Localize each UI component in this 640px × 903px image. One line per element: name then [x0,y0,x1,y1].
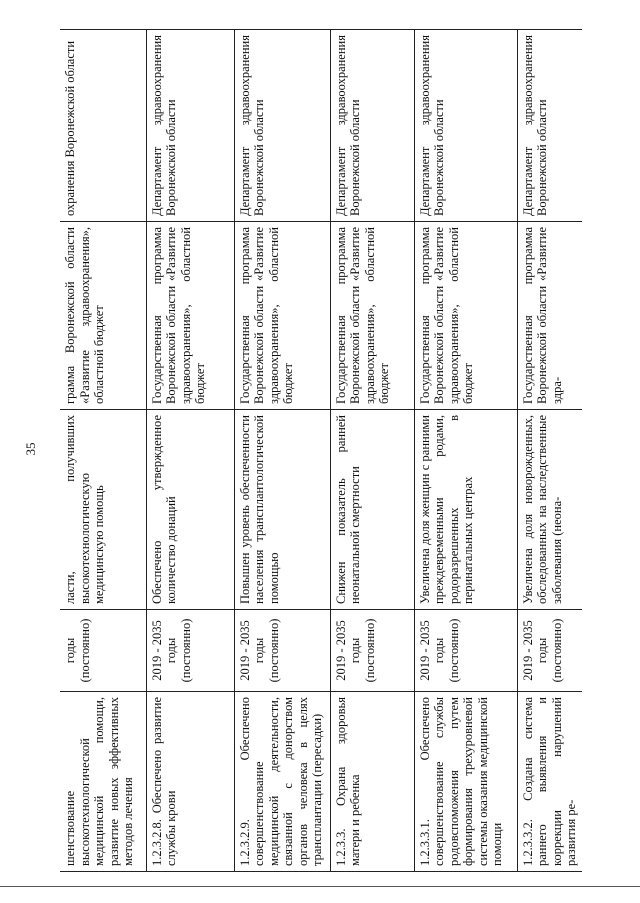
task-cell: 1.2.3.2.8. Обеспечено развитие службы крови [146,692,234,872]
document-page [60,30,578,872]
table-row [414,30,517,872]
result-cell: Повышен уровень обеспеченности населения трансплантологической помощью [234,410,330,610]
executor-cell: охранения Воронежской области [60,30,146,222]
term-cell: 2019 - 2035 годы (постоянно) [517,610,582,692]
task-cell: 1.2.3.3.1. Обеспечено совершенствование службы родовспоможения путем формирования трехуровневой системы оказания медицинской помощи [414,692,517,872]
task-cell: 1.2.3.2.9. Обеспечено совершенствование медицинской деятельности, связанной с донорством органов человека в целях трансплантации (пересадки) [234,692,330,872]
table-row [330,30,414,872]
table-row [234,30,330,872]
result-cell: Обеспечено утвержденное количество донаций [146,410,234,610]
program-cell: Государственная программа Воронежской области «Развитие здравоохранения», областной бюджет [146,222,234,410]
result-cell: Снижен показатель ранней неонатальной смертности [330,410,414,610]
table-row [517,30,582,872]
program-cell: Государственная программа Воронежской области «Развитие здравоохранения», областной бюджет [234,222,330,410]
rotated-table-sheet [60,30,578,872]
program-cell: грамма Воронежской области «Развитие здравоохранения», областной бюджет [60,222,146,410]
page-number: 35 [23,442,38,456]
executor-cell: Департамент здравоохранения Воронежской области [330,30,414,222]
task-cell: шенствование высокотехнологической медицинской помощи, развитие новых эффективных методов лечения [60,692,146,872]
executor-cell: Департамент здравоохранения Воронежской области [414,30,517,222]
result-cell: Увеличена доля женщин с ранними преждевременными родами, родоразрешенных в перинатальных центрах [414,410,517,610]
executor-cell: Департамент здравоохранения Воронежской области [234,30,330,222]
executor-cell: Департамент здравоохранения Воронежской области [517,30,582,222]
task-cell: 1.2.3.3.2. Создана система раннего выявления и коррекции нарушений развития ре- [517,692,582,872]
program-cell: Государственная программа Воронежской области «Развитие здравоохранения», областной бюджет [414,222,517,410]
term-cell: годы (постоянно) [60,610,146,692]
measures-table [60,29,582,872]
result-cell: Увеличена доля новорожденных, обследованных на наследственные заболевания (неона- [517,410,582,610]
term-cell: 2019 - 2035 годы (постоянно) [234,610,330,692]
executor-cell: Департамент здравоохранения Воронежской области [146,30,234,222]
table-row [146,30,234,872]
term-cell: 2019 - 2035 годы (постоянно) [330,610,414,692]
program-cell: Государственная программа Воронежской области «Развитие здра- [517,222,582,410]
result-cell: ласти, получивших высокотехнологическую медицинскую помощь [60,410,146,610]
table-row [60,30,146,872]
program-cell: Государственная программа Воронежской области «Развитие здравоохранения», областной бюджет [330,222,414,410]
task-cell: 1.2.3.3. Охрана здоровья матери и ребенка [330,692,414,872]
term-cell: 2019 - 2035 годы (постоянно) [146,610,234,692]
term-cell: 2019 - 2035 годы (постоянно) [414,610,517,692]
page-bottom-rule [0,886,640,887]
